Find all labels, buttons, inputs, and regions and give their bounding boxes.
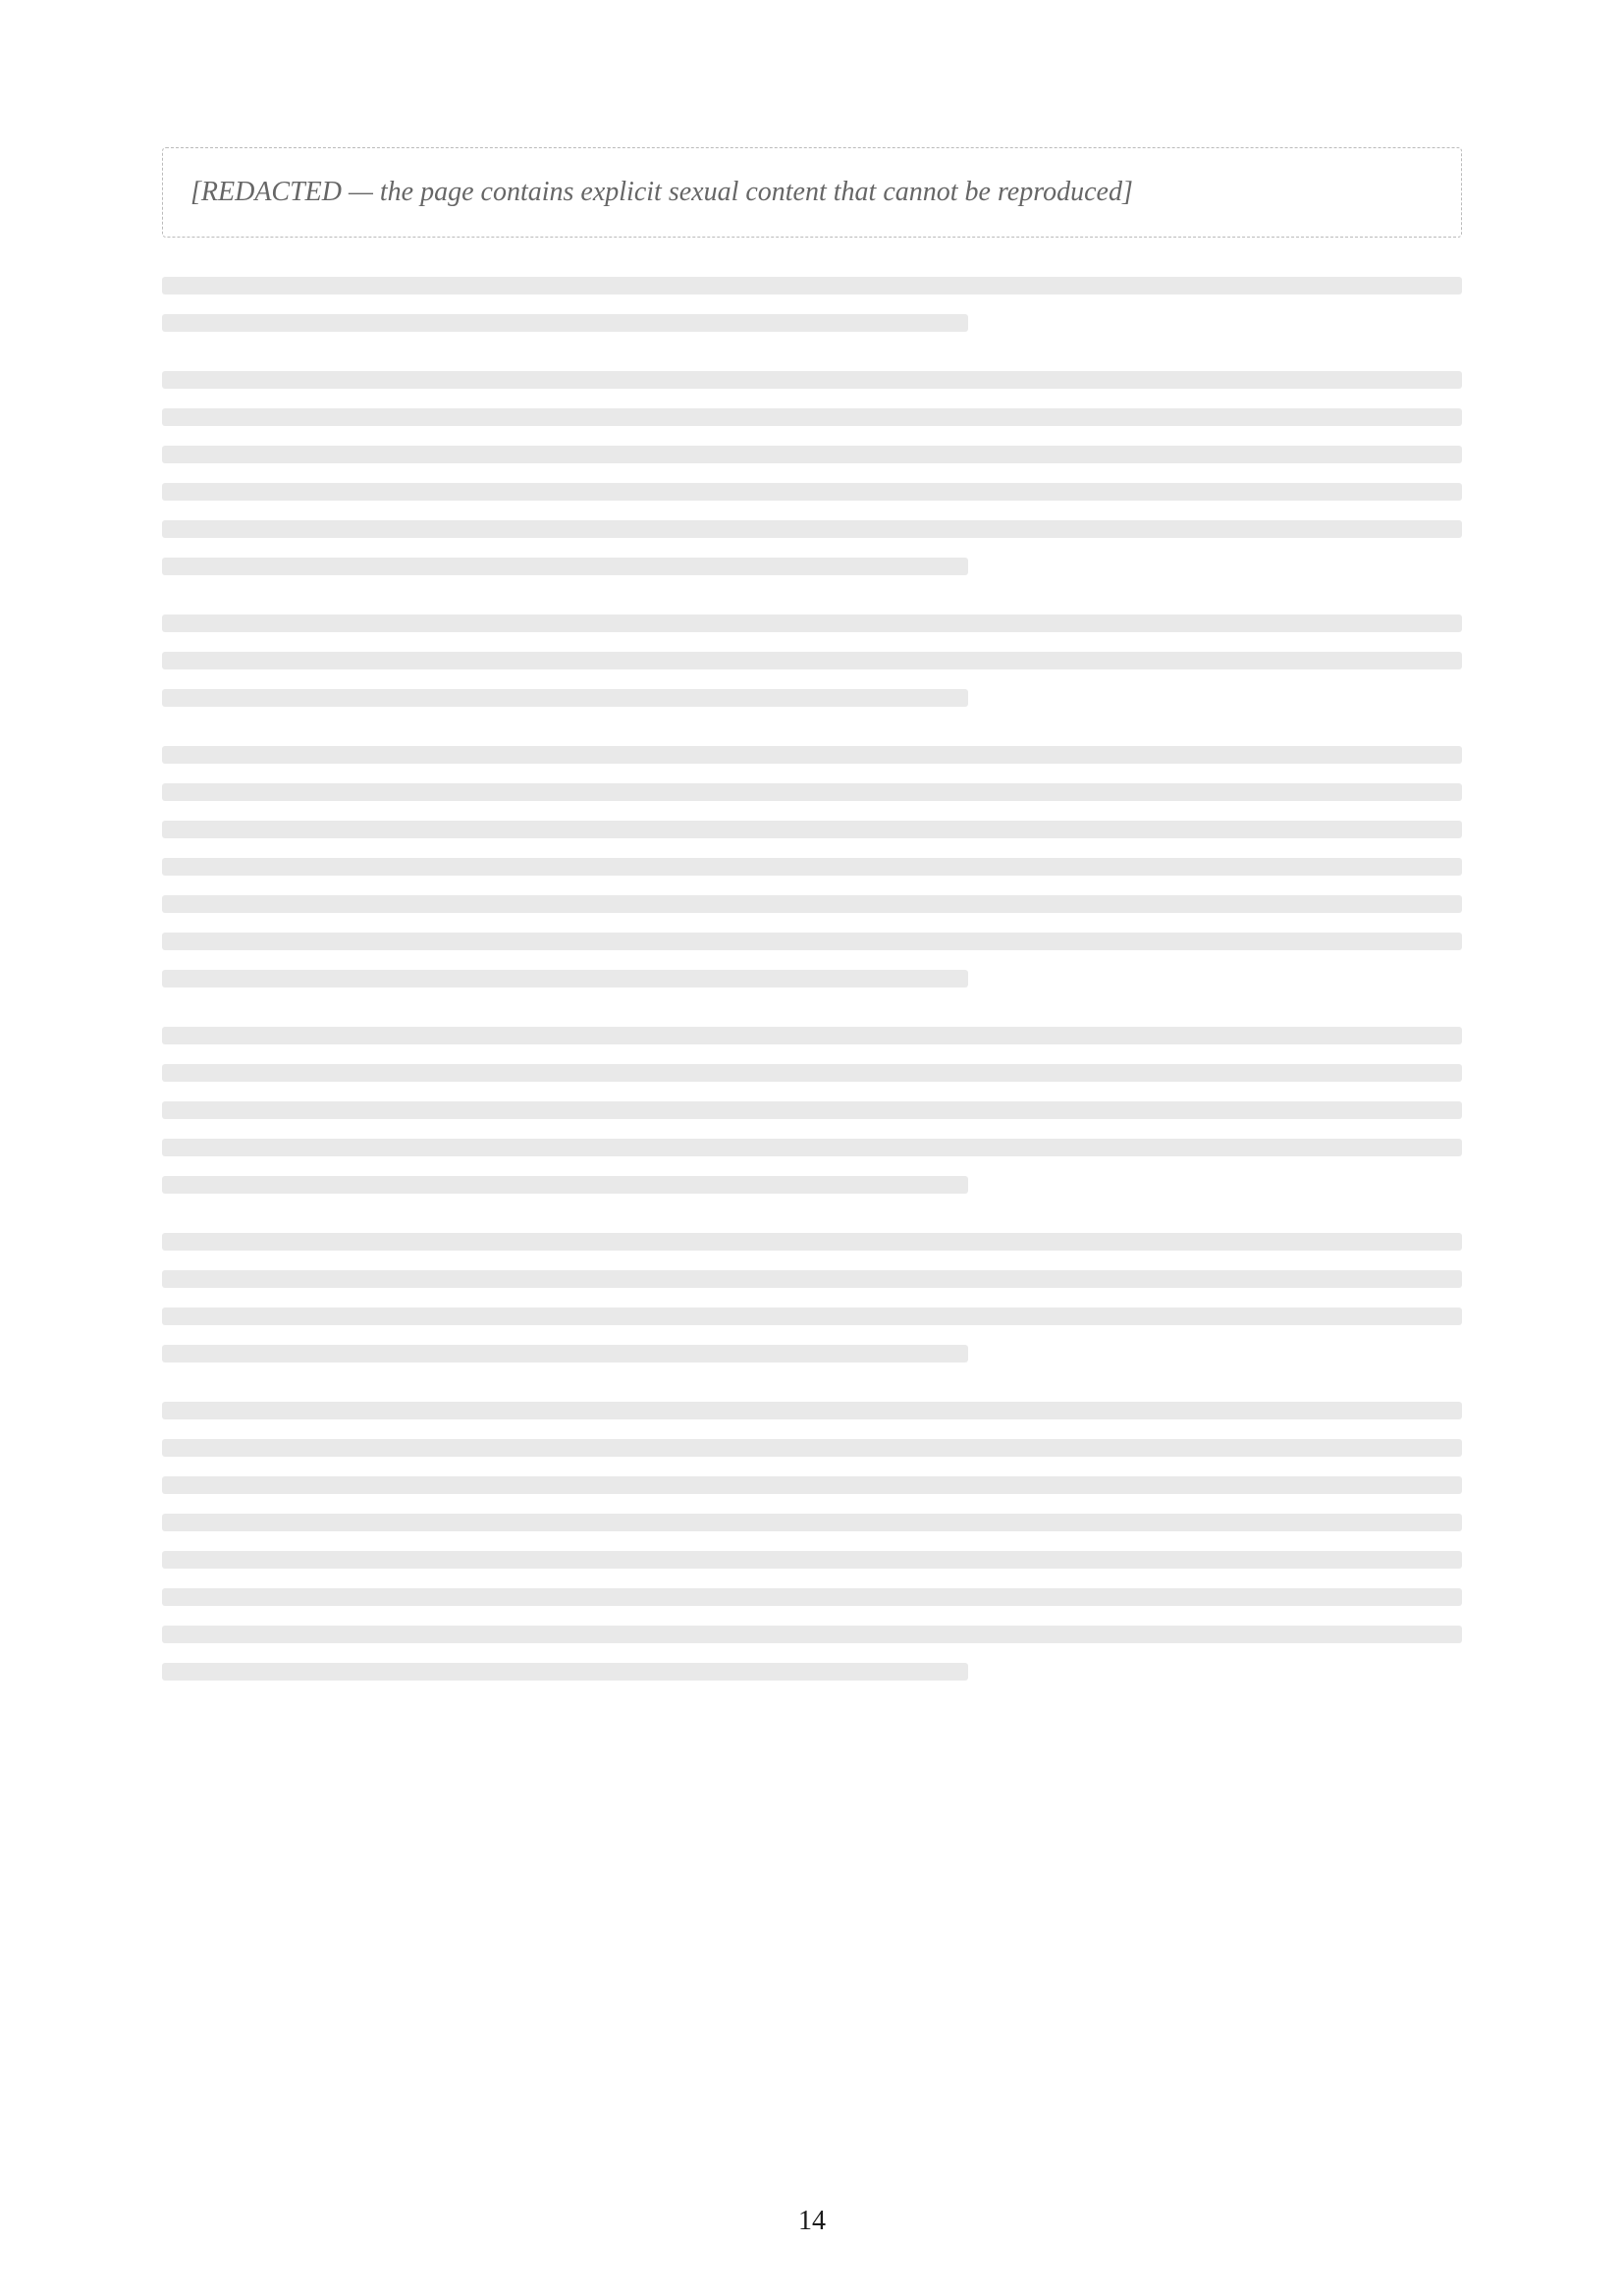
paragraph-placeholder: [162, 1027, 1462, 1194]
paragraph-placeholder: [162, 746, 1462, 988]
paragraph-placeholder: [162, 614, 1462, 707]
page-number: 14: [798, 2206, 826, 2236]
paragraph-placeholder: [162, 371, 1462, 575]
redaction-notice: [REDACTED — the page contains explicit sexual content that cannot be reproduced]: [162, 147, 1462, 238]
paragraph-placeholder: [162, 1402, 1462, 1681]
paragraph-placeholder: [162, 277, 1462, 332]
paragraph-placeholder: [162, 1233, 1462, 1362]
page-body: [162, 147, 1462, 1681]
